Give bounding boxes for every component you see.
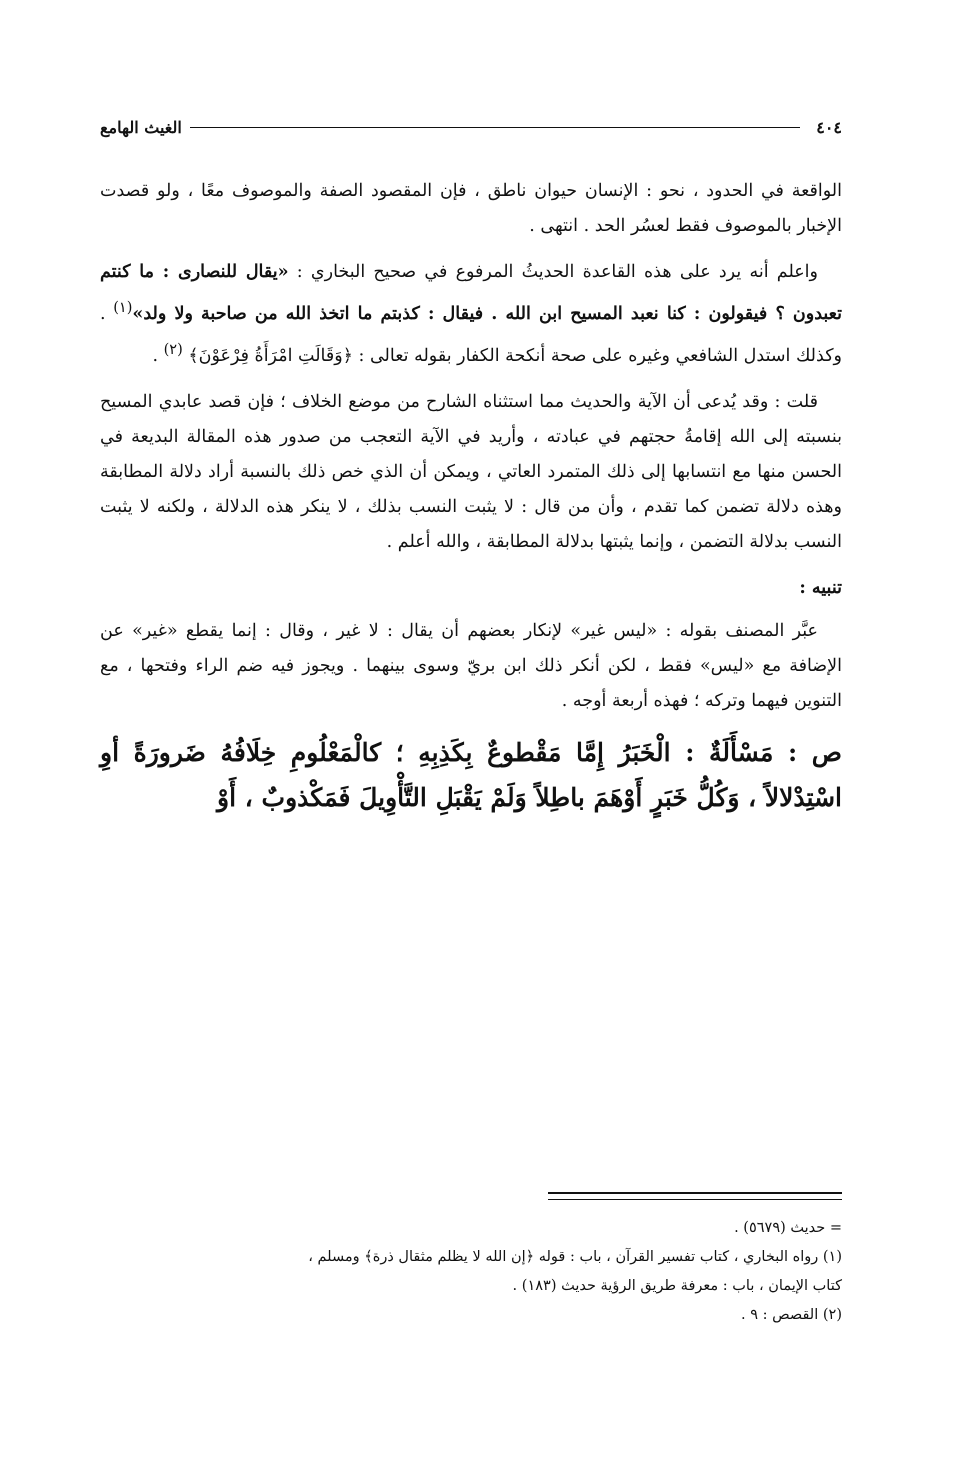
footnote: (٢) القصص : ٩ . <box>741 1307 842 1323</box>
page-content <box>100 112 842 820</box>
paragraph-intro: واعلم أنه يرد على هذه القاعدة الحديثُ المرفوع في صحيح البخاري : <box>296 262 818 282</box>
section-heading: تنبيه : <box>799 577 842 598</box>
footnote: = حديث (٥٦٧٩) . <box>734 1220 842 1236</box>
footnote: (١) رواه البخاري ، كتاب تفسير القرآن ، باب : قوله ﴿إن الله لا يظلم مثقال ذرة﴾ ومسلم ، <box>308 1249 842 1265</box>
footnote-ref[interactable]: (١) <box>113 299 133 316</box>
paragraph <box>100 255 842 374</box>
paragraph: قلت : وقد يُدعى أن الآية والحديث مما استثناه الشارح من موضع الخلاف ؛ فإن قصد عابدي المسيح بنسبته إلى الله إقامةُ حجتهم في عبادته ، وأريد في الآية التعجب من صدور هذه المقالة البديعة في الحسن منها مع انتسابها إلى ذلك المتمرد العاتي ، ويمكن أن الذي خص ذلك بالنسبة أراد دلالة المطابقة وهذه دلالة تضمن كما تقدم ، وأن من قال : لا يثبت النسب بذلك ، لا ينكر هذه الدلالة ، ولكنه لا يثبت النسب بدلالة التضمن ، وإنما يثبتها بدلالة المطابقة ، والله أعلم . <box>100 391 842 552</box>
footnotes <box>100 1214 842 1330</box>
footnote-ref[interactable]: (٢) <box>163 340 183 358</box>
paragraph: عبَّر المصنف بقوله : «ليس غير» لإنكار بعضهم أن يقال : لا غير ، وقال : إنما يقطع «غير» عن الإضافة مع «ليس» فقط ، لكن أنكر ذلك ابن بريّ وسوى بينهما . ويجوز فيه ضم الراء وفتحها ، مع التنوين فيهما وتركه ؛ فهذه أربعة أوجه . <box>100 620 842 711</box>
main-text <box>100 174 842 820</box>
footnote-separator <box>548 1192 842 1200</box>
paragraph: الواقعة في الحدود ، نحو : الإنسان حيوان ناطق ، فإن المقصود الصفة والموصوف معًا ، ولو قصدت الإخبار بالموصوف فقط لعسُر الحد . انتهى . <box>100 181 842 236</box>
footnote: كتاب الإيمان ، باب : معرفة طريق الرؤية حديث (١٨٣) . <box>512 1278 842 1294</box>
running-header <box>100 112 842 142</box>
matn-text: ص : مَسْأَلَةٌ : الْخَبَرُ إِمَّا مَقْطوعٌ بِكَذِبِهِ ؛ كالْمَعْلُومِ خِلَافُهُ ضَرورَةً أوِ اسْتِدْلالاً ، وَكُلُّ خَبَرٍ أَوْهَمَ باطِلاً وَلَمْ يَقْبَلِ التَّأْوِيلَ فَمَكْذوبٌ ، أَوْ <box>100 737 842 812</box>
book-title: الغيث الهامع <box>100 117 182 137</box>
hadith-quote: «يقال للنصارى : ما كنتم تعبدون ؟ فيقولون : كنا نعبد المسيح ابن الله . فيقال : كذبتم ما اتخذ الله من صاحبة ولا ولد» <box>100 262 842 324</box>
page-number: ٤٠٤ <box>816 117 842 137</box>
header-rule <box>190 127 800 128</box>
paragraph-rest: . وكذلك استدل الشافعي وغيره على صحة أنكحة الكفار بقوله تعالى : ﴿وَقَالَتِ امْرَأَةُ فِرْعَوْنَ﴾ <box>100 303 842 366</box>
paragraph-end: . <box>152 345 164 366</box>
